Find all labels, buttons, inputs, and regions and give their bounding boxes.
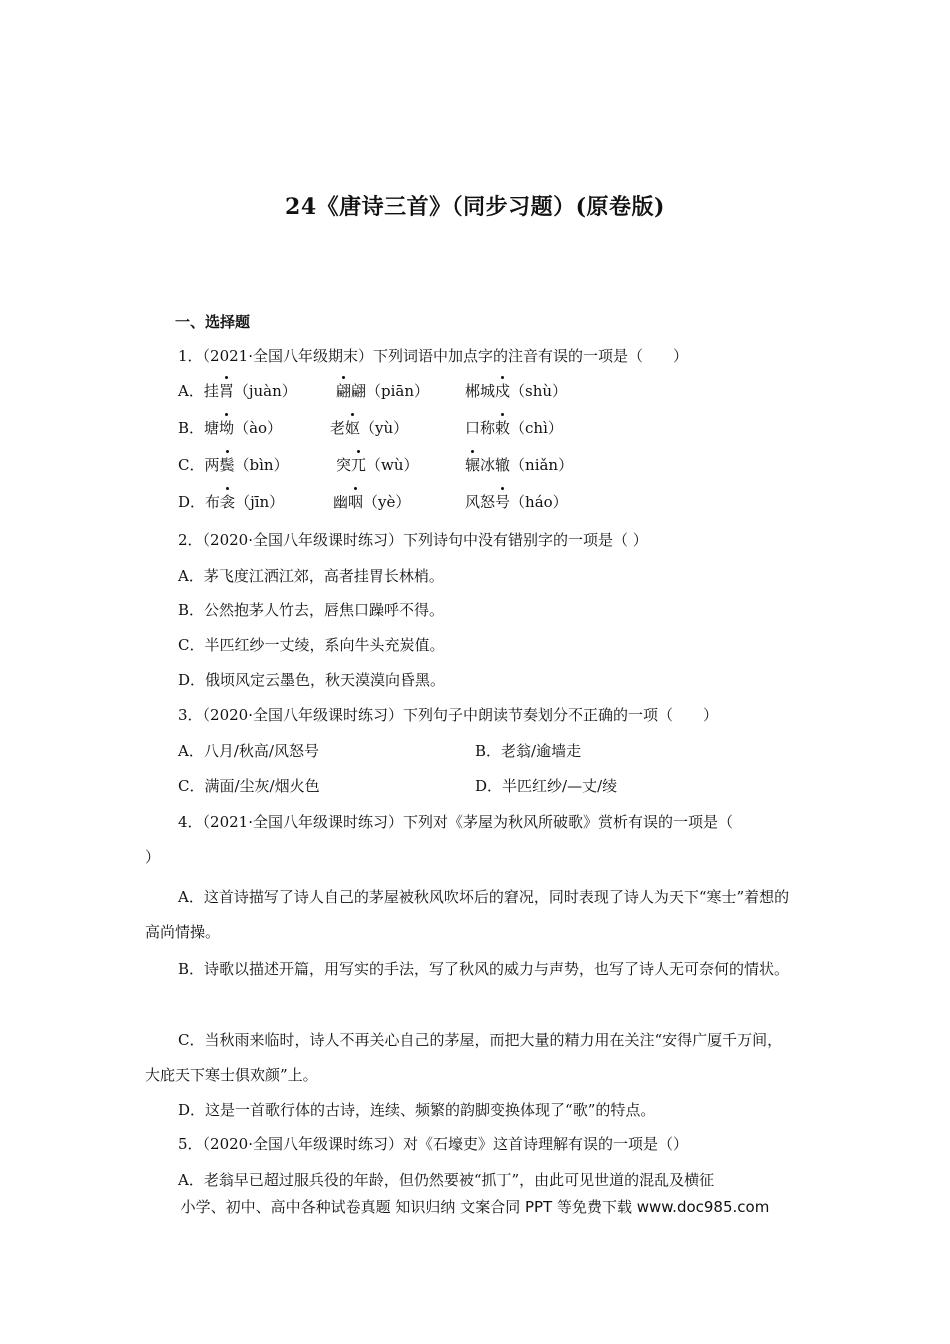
question-4-option-c: C．当秋雨来临时，诗人不再关心自己的茅屋，而把大量的精力用在关注“安得广厦千万间，大庇天下寒士俱欢颜”上。 [145,1031,783,1084]
question-2-stem: 2．（2020·全国八年级课时练习）下列诗句中没有错别字的一项是（ ） [178,531,648,549]
question-4-stem-end: ） [145,848,161,866]
question-1-option-a: A．挂罥（juàn） 翩翩（piān） 郴城戍（shù） [178,382,568,400]
question-4-option-a: A．这首诗描写了诗人自己的茅屋被秋风吹坏后的窘况，同时表现了诗人为天下“寒士”着想的高尚情操。 [145,888,790,941]
question-4-stem: 4．（2021·全国八年级课时练习）下列对《茅屋为秋风所破歌》赏析有误的一项是（ [178,813,733,831]
question-3-option-b: B．老翁/逾墙走 [475,742,582,760]
question-2-option-c: C．半匹红纱一丈绫，系向牛头充炭值。 [178,636,445,654]
section-heading: 一、选择题 [175,313,251,331]
footer-banner: 小学、初中、高中各种试卷真题 知识归纳 文案合同 PPT 等免费下载 www.doc985.com [180,1198,770,1216]
question-5-stem: 5．（2020·全国八年级课时练习）对《石壕吏》这首诗理解有误的一项是（） [178,1135,688,1153]
question-3-stem: 3．（2020·全国八年级课时练习）下列句子中朗读节奏划分不正确的一项（ ） [178,706,718,724]
question-5-option-a: A．老翁早已超过服兵役的年龄，但仍然要被“抓丁”，由此可见世道的混乱及横征 [178,1171,715,1189]
question-2-option-a: A．茅飞度江洒江郊，高者挂胃长林梢。 [178,567,444,585]
question-2-option-b: B．公然抱茅人竹去，唇焦口躁呼不得。 [178,601,445,619]
question-3-option-a: A．八月/秋高/风怒号 [178,742,319,760]
document-title: 24《唐诗三首》（同步习题）(原卷版) [285,194,665,220]
question-3-option-c: C．满面/尘灰/烟火色 [178,777,320,795]
question-1-option-c: C．两鬓（bìn） 突兀（wù） 辗冰辙（niǎn） [178,456,574,474]
question-4-option-b: B．诗歌以描述开篇，用写实的手法，写了秋风的威力与声势，也写了诗人无可奈何的情状。 [178,960,790,978]
question-3-option-d: D．半匹红纱/—丈/绫 [475,777,618,795]
question-1-option-d: D．布衾（jīn） 幽咽（yè） 风怒号（háo） [178,493,568,511]
question-1-option-b: B．塘坳（ào） 老妪（yù） 口称敕（chì） [178,419,563,437]
question-1-stem: 1．（2021·全国八年级期末）下列词语中加点字的注音有误的一项是（ ） [178,347,688,365]
question-4-option-d: D．这是一首歌行体的古诗，连续、频繁的韵脚变换体现了“歌”的特点。 [178,1101,656,1119]
question-2-option-d: D．俄顷风定云墨色，秋天漠漠向昏黑。 [178,671,446,689]
